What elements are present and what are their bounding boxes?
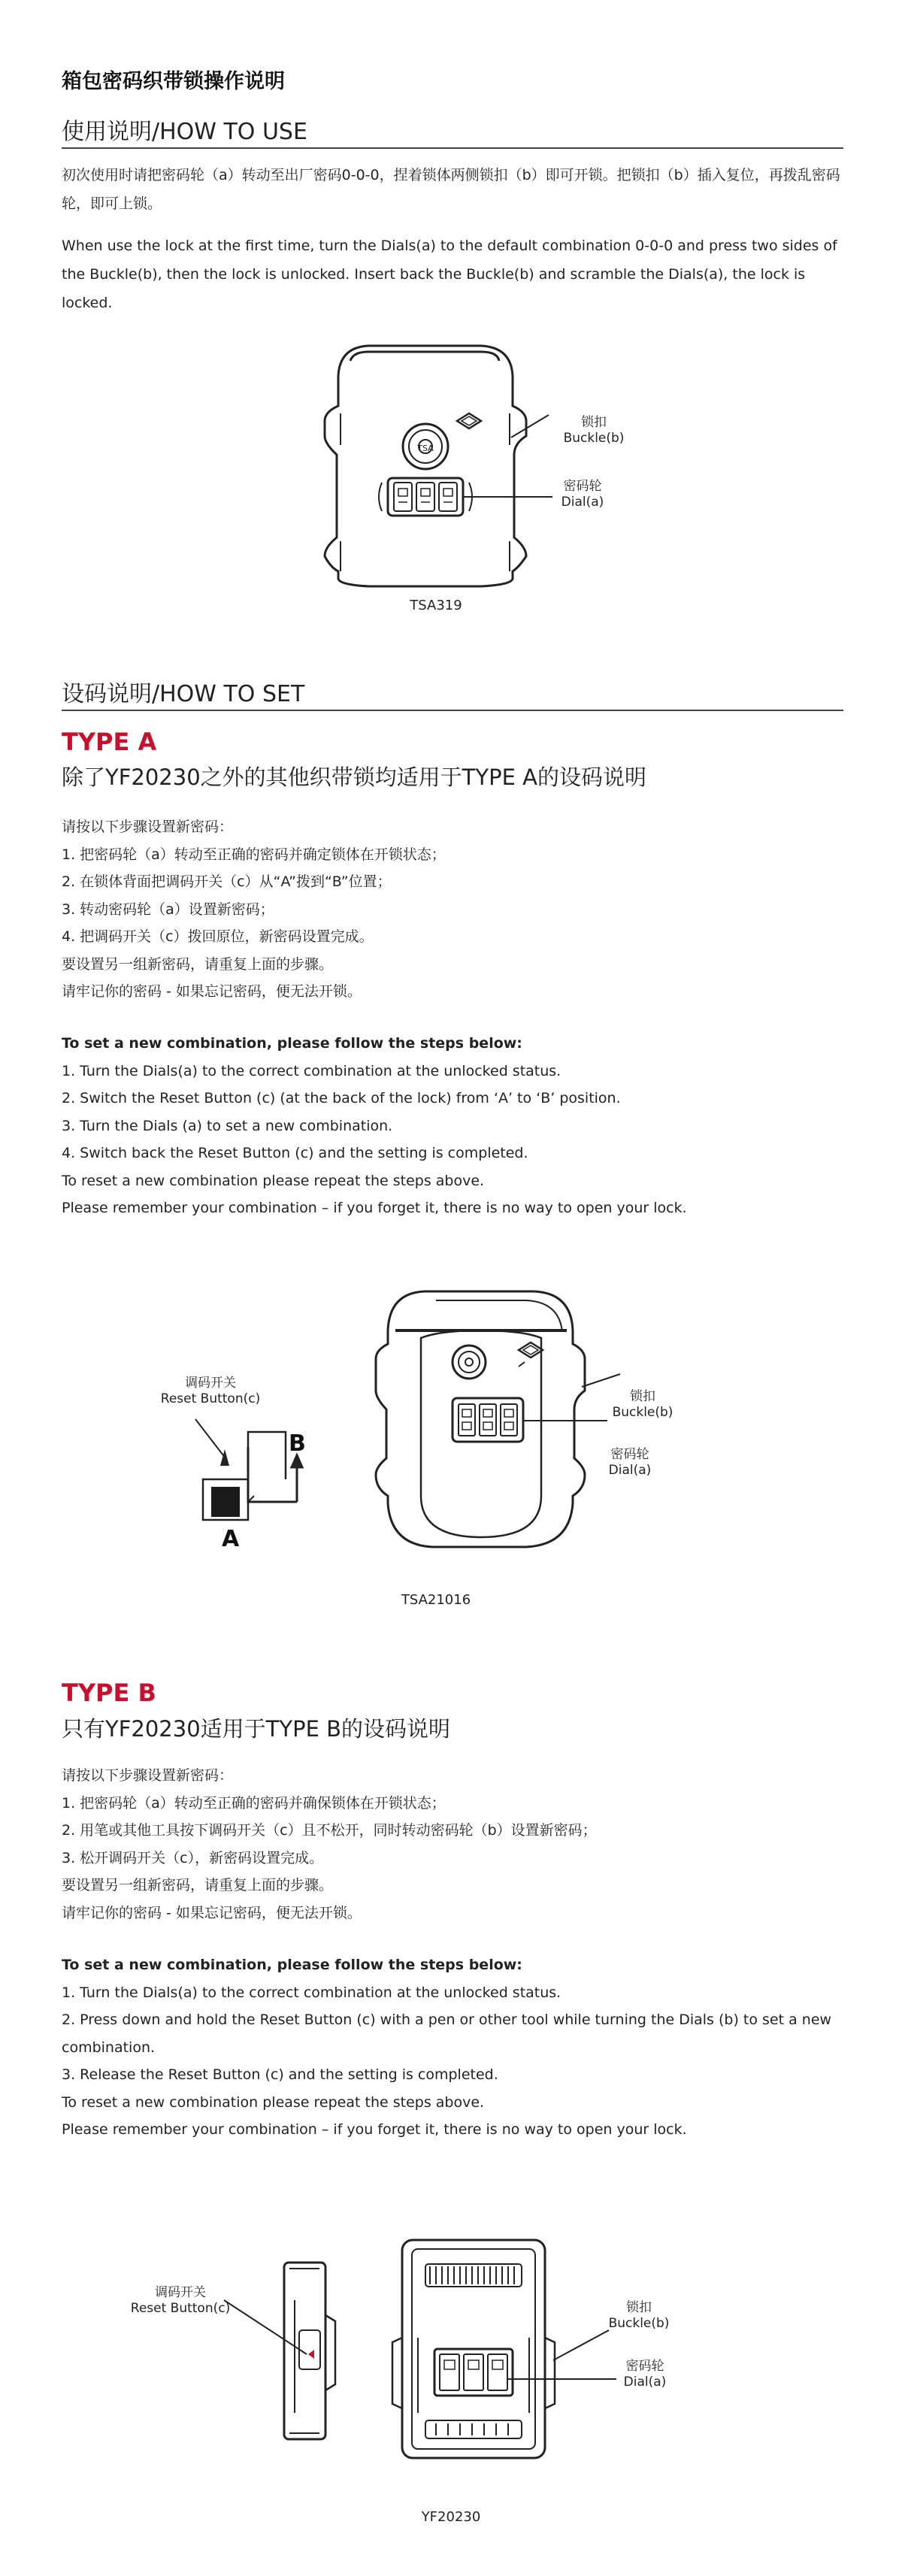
- buckle-label-3: [598, 2300, 680, 2332]
- how-to-set-heading: 设码说明/HOW TO SET: [62, 681, 305, 707]
- type-b-en-heading: To set a new combination, please follow the steps below:: [62, 1957, 522, 1973]
- type-b-en-line: To reset a new combination please repeat the steps above.: [62, 2093, 485, 2111]
- type-a-cn-line: 1. 把密码轮（a）转动至正确的密码并确定锁体在开锁状态；: [62, 846, 446, 863]
- dial-label-1: [541, 479, 624, 510]
- type-a-cn-line: 4. 把调码开关（c）拨回原位，新密码设置完成。: [62, 928, 374, 945]
- position-b-label: B: [289, 1430, 306, 1457]
- dial-label-en: Dial(a): [608, 1463, 652, 1478]
- type-a-cn-line: 要设置另一组新密码，请重复上面的步骤。: [62, 955, 334, 973]
- type-a-heading: TYPE A: [62, 728, 157, 756]
- yf20230-lock-illustration: [0, 2210, 902, 2496]
- buckle-label-en: Buckle(b): [563, 431, 625, 446]
- type-a-cn-line: 请按以下步骤设置新密码：: [62, 819, 234, 835]
- type-b-cn-line: 3. 松开调码开关（c），新密码设置完成。: [62, 1849, 324, 1866]
- type-a-cn-line: 请牢记你的密码 - 如果忘记密码，便无法开锁。: [62, 983, 362, 1000]
- dial-label-en: Dial(a): [561, 495, 604, 510]
- type-b-cn-line: 要设置另一组新密码，请重复上面的步骤。: [62, 1877, 334, 1893]
- type-b-cn-steps: [62, 1762, 851, 1927]
- dial-label-cn: 密码轮: [625, 2359, 664, 2374]
- page-title: 箱包密码织带锁操作说明: [62, 70, 285, 93]
- reset-label-cn: 调码开关: [155, 2285, 206, 2300]
- type-a-cn-line: 3. 转动密码轮（a）设置新密码；: [62, 901, 274, 918]
- type-b-cn-line: 请牢记你的密码 - 如果忘记密码，便无法开锁。: [62, 1904, 362, 1921]
- type-b-heading: TYPE B: [62, 1678, 156, 1707]
- type-b-en-line: 3. Release the Reset Button (c) and the setting is completed.: [62, 2066, 498, 2083]
- type-a-en-line: To reset a new combination please repeat the steps above.: [62, 1172, 485, 1189]
- type-a-cn-line: 2. 在锁体背面把调码开关（c）从“A”拨到“B”位置；: [62, 873, 392, 890]
- reset-label-en: Reset Button(c): [130, 2301, 231, 2316]
- type-a-cn-steps: [62, 813, 851, 1006]
- type-b-en-line: Please remember your combination – if you forget it, there is no way to open your lock.: [62, 2121, 687, 2138]
- type-a-en-steps: [62, 1030, 851, 1222]
- type-b-en-line: 2. Press down and hold the Reset Button (c) with a pen or other tool while turning the Dials (b) to set a new combination.: [62, 2011, 832, 2056]
- tsa319-caption: TSA319: [410, 598, 462, 613]
- type-b-en-line: 1. Turn the Dials(a) to the correct combination at the unlocked status.: [62, 1984, 561, 2001]
- buckle-label-en: Buckle(b): [612, 1405, 673, 1420]
- tsa21016-caption: TSA21016: [401, 1592, 471, 1608]
- buckle-label-1: [552, 415, 635, 446]
- type-a-en-line: 3. Turn the Dials (a) to set a new combination.: [62, 1117, 393, 1134]
- dial-label-2: [589, 1447, 671, 1479]
- yf20230-caption: YF20230: [421, 2509, 481, 2525]
- buckle-label-cn: 锁扣: [581, 415, 607, 430]
- tsa319-lock-illustration: [0, 346, 902, 594]
- buckle-label-2: [601, 1389, 684, 1421]
- type-a-subtitle: 除了YF20230之外的其他织带锁均适用于TYPE A的设码说明: [62, 764, 646, 790]
- dial-label-3: [604, 2359, 686, 2390]
- use-instructions-en: When use the lock at the first time, turn the Dials(a) to the default combination 0-0-0 and press two sides of the Buckle(b), then the lock is unlocked. Insert back the Buckle(b) and scramble the Dials(a), the lock is locked.: [62, 238, 837, 311]
- type-b-cn-line: 1. 把密码轮（a）转动至正确的密码并确保锁体在开锁状态；: [62, 1794, 446, 1812]
- use-instructions-cn: 初次使用时请把密码轮（a）转动至出厂密码0-0-0，捏着锁体两侧锁扣（b）即可开锁。把锁扣（b）插入复位，再拨乱密码轮，即可上锁。: [62, 167, 840, 212]
- reset-button-label-b: [120, 2285, 241, 2317]
- reset-label-cn: 调码开关: [185, 1376, 236, 1391]
- how-to-use-heading: 使用说明/HOW TO USE: [62, 119, 307, 145]
- type-a-en-line: Please remember your combination – if you forget it, there is no way to open your lock.: [62, 1200, 687, 1216]
- dial-label-en: Dial(a): [623, 2375, 667, 2390]
- type-a-en-heading: To set a new combination, please follow the steps below:: [62, 1035, 522, 1052]
- dial-label-cn: 密码轮: [563, 479, 602, 494]
- type-b-subtitle: 只有YF20230适用于TYPE B的设码说明: [62, 1716, 451, 1742]
- dial-label-cn: 密码轮: [610, 1447, 649, 1462]
- buckle-label-en: Buckle(b): [608, 2316, 670, 2331]
- type-a-en-line: 4. Switch back the Reset Button (c) and the setting is completed.: [62, 1145, 528, 1161]
- reset-label-en: Reset Button(c): [160, 1391, 261, 1406]
- section-divider: [62, 147, 843, 149]
- type-b-cn-line: 2. 用笔或其他工具按下调码开关（c）且不松开，同时转动密码轮（b）设置新密码；: [62, 1822, 597, 1839]
- section-divider: [62, 710, 843, 711]
- reset-button-label-a: [150, 1376, 271, 1407]
- tsa21016-lock-illustration: [0, 1278, 902, 1563]
- buckle-label-cn: 锁扣: [626, 2300, 652, 2315]
- tsa-stamp-text: TSA: [417, 443, 434, 453]
- type-b-en-steps: [62, 1951, 851, 2144]
- type-a-en-line: 2. Switch the Reset Button (c) (at the back of the lock) from ‘A’ to ‘B’ position.: [62, 1090, 621, 1106]
- position-a-label: A: [222, 1526, 240, 1552]
- buckle-label-cn: 锁扣: [630, 1389, 655, 1404]
- type-a-en-line: 1. Turn the Dials(a) to the correct combination at the unlocked status.: [62, 1062, 561, 1079]
- reset-switch-knob: [211, 1487, 240, 1517]
- type-b-cn-line: 请按以下步骤设置新密码：: [62, 1767, 234, 1784]
